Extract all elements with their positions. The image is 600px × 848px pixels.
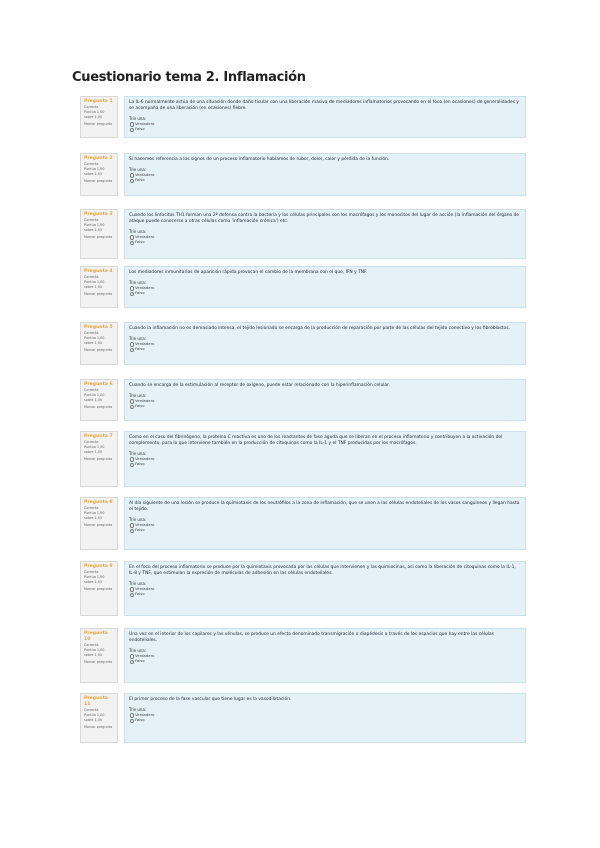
question-score: Puntúa 1,00 sobre 1,00	[84, 392, 105, 402]
select-one-label: Trie una:	[129, 116, 147, 121]
flag-question-link[interactable]: Marcar pregunta	[84, 457, 113, 462]
question-text: El primer proceso de la fase vascular que tiene lugar es la vasodilatación.	[129, 697, 292, 702]
question-text: La IL-6 normalmente actúa de una situación donde daño tisular con una liberación masiva de mediadores inflamatorios provocando en el foco (en ocasiones) de generalidades y se acompaña de una liberación (en ocasiones) fiebre.	[129, 100, 519, 111]
question-content	[124, 96, 526, 138]
question-number: Pregunta 4	[84, 269, 113, 274]
question-status: Correcta	[84, 643, 99, 647]
question-info	[80, 209, 118, 259]
question-block	[80, 693, 526, 743]
option-false-radio[interactable]: Falso	[129, 290, 521, 295]
question-info	[80, 431, 118, 487]
question-number: Pregunta 8	[84, 500, 113, 505]
question-status: Correcta	[84, 275, 99, 279]
question-info	[80, 497, 118, 550]
question-number: Pregunta 5	[84, 325, 113, 330]
select-one-label: Trie una:	[129, 280, 147, 285]
flag-question-link[interactable]: Marcar pregunta	[84, 587, 113, 592]
question-score: Puntúa 1,00 sobre 1,00	[84, 444, 105, 454]
question-status: Correcta	[84, 570, 99, 574]
option-true-radio[interactable]: Verdadero	[129, 456, 521, 461]
option-true-radio[interactable]: Verdadero	[129, 341, 521, 346]
question-status: Correcta	[84, 218, 99, 222]
select-one-label: Trie una:	[129, 393, 147, 398]
question-info	[80, 322, 118, 365]
select-one-label: Trie una:	[129, 648, 147, 653]
option-true-radio[interactable]: Verdadero	[129, 586, 521, 591]
question-number: Pregunta 10	[84, 631, 108, 642]
option-false-radio[interactable]: Falso	[129, 177, 521, 182]
page-title: Cuestionario tema 2. Inflamación	[72, 70, 306, 85]
question-number: Pregunta 11	[84, 696, 108, 707]
question-status: Correcta	[84, 506, 99, 510]
select-one-label: Trie una:	[129, 229, 147, 234]
flag-question-link[interactable]: Marcar pregunta	[84, 122, 113, 127]
option-false-radio[interactable]: Falso	[129, 658, 521, 663]
question-text: Cuando los linfocitos TH1 forman una 2ª defensa contra la bacteria y los células principales son los macrófagos y los monocitos del lugar de acción (la inflamación del órgano de ataque puede conocerse a otras células como 'inflamación crónica') etc.	[129, 213, 520, 224]
question-block	[80, 431, 526, 487]
select-one-label: Trie una:	[129, 581, 147, 586]
flag-question-link[interactable]: Marcar pregunta	[84, 405, 113, 410]
option-false-radio[interactable]: Falso	[129, 527, 521, 532]
question-score: Puntúa 1,00 sobre 1,00	[84, 166, 105, 176]
option-true-radio[interactable]: Verdadero	[129, 522, 521, 527]
option-false-radio[interactable]: Falso	[129, 591, 521, 596]
option-true-radio[interactable]: Verdadero	[129, 398, 521, 403]
question-score: Puntúa 1,00 sobre 1,00	[84, 647, 105, 657]
option-true-radio[interactable]: Verdadero	[129, 712, 521, 717]
question-text: Cuando se encarga de la estimulación al receptor de oxígeno, puede estar relacionado con la hiperinflamación celular.	[129, 383, 390, 388]
option-true-radio[interactable]: Verdadero	[129, 234, 521, 239]
question-block	[80, 628, 526, 683]
question-status: Correcta	[84, 105, 99, 109]
question-score: Puntúa 1,00 sobre 1,00	[84, 574, 105, 584]
question-text: Los mediadores inmunitarios de aparición rápida provocan el cambio de la membrana con el que, IFN y TNF.	[129, 270, 368, 275]
question-content	[124, 497, 526, 550]
option-true-radio[interactable]: Verdadero	[129, 172, 521, 177]
question-score: Puntúa 1,00 sobre 1,00	[84, 279, 105, 289]
question-status: Correcta	[84, 388, 99, 392]
question-block	[80, 322, 526, 365]
flag-question-link[interactable]: Marcar pregunta	[84, 348, 113, 353]
question-score: Puntúa 1,00 sobre 1,00	[84, 222, 105, 232]
question-number: Pregunta 2	[84, 156, 113, 161]
question-number: Pregunta 7	[84, 434, 113, 439]
question-number: Pregunta 6	[84, 382, 113, 387]
flag-question-link[interactable]: Marcar pregunta	[84, 235, 113, 240]
question-info	[80, 153, 118, 196]
question-score: Puntúa 1,00 sobre 1,00	[84, 335, 105, 345]
flag-question-link[interactable]: Marcar pregunta	[84, 179, 113, 184]
flag-question-link[interactable]: Marcar pregunta	[84, 292, 113, 297]
option-false-radio[interactable]: Falso	[129, 239, 521, 244]
question-info	[80, 96, 118, 138]
question-text: Una vez en el interior de los capilares y las vénulas, se produce un efecto denominado transmigración o diapédesis a través de los espacios que hay entre las células endoteliales.	[129, 632, 495, 643]
question-block	[80, 96, 526, 138]
question-block	[80, 497, 526, 550]
option-false-radio[interactable]: Falso	[129, 717, 521, 722]
question-content	[124, 266, 526, 308]
question-content	[124, 693, 526, 743]
select-one-label: Trie una:	[129, 336, 147, 341]
question-number: Pregunta 1	[84, 99, 113, 104]
question-status: Correcta	[84, 440, 99, 444]
option-false-radio[interactable]: Falso	[129, 403, 521, 408]
question-block	[80, 561, 526, 616]
option-true-radio[interactable]: Verdadero	[129, 121, 521, 126]
question-block	[80, 266, 526, 308]
question-score: Puntúa 1,00 sobre 1,00	[84, 109, 105, 119]
question-number: Pregunta 9	[84, 564, 113, 569]
question-status: Correcta	[84, 331, 99, 335]
question-block	[80, 153, 526, 196]
question-content	[124, 379, 526, 421]
question-text: En el foco del proceso inflamatorio se produce por la quimiotaxis provocada por las células que intervienen y las quimiocinas, así como la liberación de citoquinas como la IL-1, IL-8 y TNF, que estimulan la expresión de moléculas de adhesión en las células endoteliales.	[129, 565, 516, 576]
question-status: Correcta	[84, 708, 99, 712]
select-one-label: Trie una:	[129, 451, 147, 456]
question-info	[80, 628, 118, 683]
question-text: Cuando la inflamación no es demasiado intensa, el tejido lesionado se encarga de la producción de reparación por parte de las células del tejido conectivo y los fibroblastos.	[129, 326, 510, 331]
option-true-radio[interactable]: Verdadero	[129, 285, 521, 290]
question-score: Puntúa 1,00 sobre 1,00	[84, 712, 105, 722]
question-content	[124, 561, 526, 616]
question-content	[124, 209, 526, 259]
select-one-label: Trie una:	[129, 167, 147, 172]
question-content	[124, 153, 526, 196]
question-info	[80, 379, 118, 421]
question-content	[124, 322, 526, 365]
question-block	[80, 209, 526, 259]
option-true-radio[interactable]: Verdadero	[129, 653, 521, 658]
question-info	[80, 266, 118, 308]
option-false-radio[interactable]: Falso	[129, 346, 521, 351]
flag-question-link[interactable]: Marcar pregunta	[84, 725, 113, 730]
question-content	[124, 431, 526, 487]
select-one-label: Trie una:	[129, 707, 147, 712]
question-block	[80, 379, 526, 421]
select-one-label: Trie una:	[129, 517, 147, 522]
question-info	[80, 693, 118, 743]
question-info	[80, 561, 118, 616]
question-score: Puntúa 1,00 sobre 1,00	[84, 510, 105, 520]
option-false-radio[interactable]: Falso	[129, 126, 521, 131]
question-status: Correcta	[84, 162, 99, 166]
question-text: Si hacemos referencia a los signos de un proceso inflamatorio hablamos de rubor, dolor, calor y pérdida de la función.	[129, 157, 390, 162]
question-text: Al día siguiente de una lesión se produce la quimiotaxis de los neutrófilos a la zona de inflamación, que se unen a las células endoteliales de los vasos sanguíneos y llegan hasta el tejido.	[129, 501, 520, 512]
flag-question-link[interactable]: Marcar pregunta	[84, 523, 113, 528]
question-content	[124, 628, 526, 683]
flag-question-link[interactable]: Marcar pregunta	[84, 660, 113, 665]
option-false-radio[interactable]: Falso	[129, 461, 521, 466]
question-number: Pregunta 3	[84, 212, 113, 217]
question-text: Como en el caso del fibrinógeno, la proteína C reactiva es uno de los reactantes de fase aguda que se liberan en el proceso inflamatorio y contribuyen a la activación del complemento, para lo que interviene también en la producción de citoquinas como la IL-1 y el TNF producidas por los macrófagos.	[129, 435, 503, 446]
